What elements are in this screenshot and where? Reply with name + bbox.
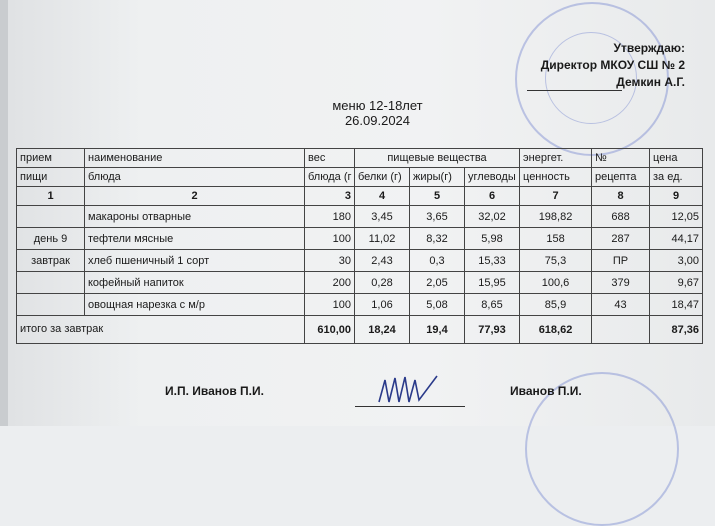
dish-name-cell: кофейный напиток [85,272,305,294]
fat-cell: 5,08 [410,294,465,316]
meal-cell [17,272,85,294]
signature-left: И.П. Иванов П.И. [165,384,264,398]
header-cell: цена [650,149,703,168]
table-row [17,228,703,250]
meal-cell [17,206,85,228]
protein-cell: 3,45 [355,206,410,228]
header-cell: рецепта [592,168,650,187]
price-cell: 9,67 [650,272,703,294]
total-energy: 618,62 [520,316,592,344]
column-number-row [17,187,703,206]
column-number: 2 [85,187,305,206]
table-row [17,294,703,316]
signature-right: Иванов П.И. [510,384,582,398]
header-cell: за ед. [650,168,703,187]
price-cell: 3,00 [650,250,703,272]
column-number: 6 [465,187,520,206]
protein-cell: 0,28 [355,272,410,294]
price-cell: 18,47 [650,294,703,316]
weight-cell: 180 [305,206,355,228]
menu-table [16,148,703,344]
energy-cell: 75,3 [520,250,592,272]
carbs-cell: 32,02 [465,206,520,228]
weight-cell: 200 [305,272,355,294]
fat-cell: 2,05 [410,272,465,294]
column-number: 7 [520,187,592,206]
column-number: 8 [592,187,650,206]
carbs-cell: 5,98 [465,228,520,250]
energy-cell: 158 [520,228,592,250]
price-cell: 12,05 [650,206,703,228]
recipe-cell: ПР [592,250,650,272]
header-cell: наименование [85,149,305,168]
header-cell: жиры(г) [410,168,465,187]
energy-cell: 198,82 [520,206,592,228]
fat-cell: 0,3 [410,250,465,272]
carbs-cell: 15,33 [465,250,520,272]
header-cell: энергет. [520,149,592,168]
dish-name-cell: тефтели мясные [85,228,305,250]
header-cell: блюда [85,168,305,187]
header-cell: ценность [520,168,592,187]
signature-line [355,406,465,407]
carbs-cell: 8,65 [465,294,520,316]
page-edge [0,0,8,426]
price-cell: 44,17 [650,228,703,250]
header-cell: пищевые вещества [355,149,520,168]
header-cell: блюда (г [305,168,355,187]
protein-cell: 2,43 [355,250,410,272]
column-number: 4 [355,187,410,206]
recipe-cell: 43 [592,294,650,316]
meal-cell: день 9 [17,228,85,250]
approval-line-1: Утверждаю: [613,41,685,55]
total-protein: 18,24 [355,316,410,344]
header-row-2 [17,168,703,187]
carbs-cell: 15,95 [465,272,520,294]
total-recipe [592,316,650,344]
protein-cell: 11,02 [355,228,410,250]
dish-name-cell: макароны отварные [85,206,305,228]
table-row [17,272,703,294]
total-fat: 19,4 [410,316,465,344]
approval-signature-line [527,90,622,91]
column-number: 5 [410,187,465,206]
column-number: 1 [17,187,85,206]
table-row [17,250,703,272]
recipe-cell: 688 [592,206,650,228]
recipe-cell: 379 [592,272,650,294]
header-cell: белки (г) [355,168,410,187]
total-weight: 610,00 [305,316,355,344]
weight-cell: 100 [305,294,355,316]
header-cell: вес [305,149,355,168]
header-cell: № [592,149,650,168]
protein-cell: 1,06 [355,294,410,316]
header-cell: пищи [17,168,85,187]
menu-title: меню 12-18лет [332,98,423,113]
meal-cell: завтрак [17,250,85,272]
column-number: 3 [305,187,355,206]
total-label: итого за завтрак [17,316,305,344]
weight-cell: 30 [305,250,355,272]
approval-line-3: Демкин А.Г. [616,75,685,89]
total-price: 87,36 [650,316,703,344]
weight-cell: 100 [305,228,355,250]
fat-cell: 3,65 [410,206,465,228]
total-carbs: 77,93 [465,316,520,344]
dish-name-cell: хлеб пшеничный 1 сорт [85,250,305,272]
meal-cell [17,294,85,316]
energy-cell: 85,9 [520,294,592,316]
handwritten-signature [375,372,445,408]
approval-block [541,40,685,91]
approval-line-2: Директор МКОУ СШ № 2 [540,58,685,72]
recipe-cell: 287 [592,228,650,250]
column-number: 9 [650,187,703,206]
header-cell: углеводы [465,168,520,187]
energy-cell: 100,6 [520,272,592,294]
table-row [17,206,703,228]
total-row [17,316,703,344]
dish-name-cell: овощная нарезка с м/р [85,294,305,316]
header-cell: прием [17,149,85,168]
header-row-1 [17,149,703,168]
menu-date: 26.09.2024 [344,113,411,128]
fat-cell: 8,32 [410,228,465,250]
